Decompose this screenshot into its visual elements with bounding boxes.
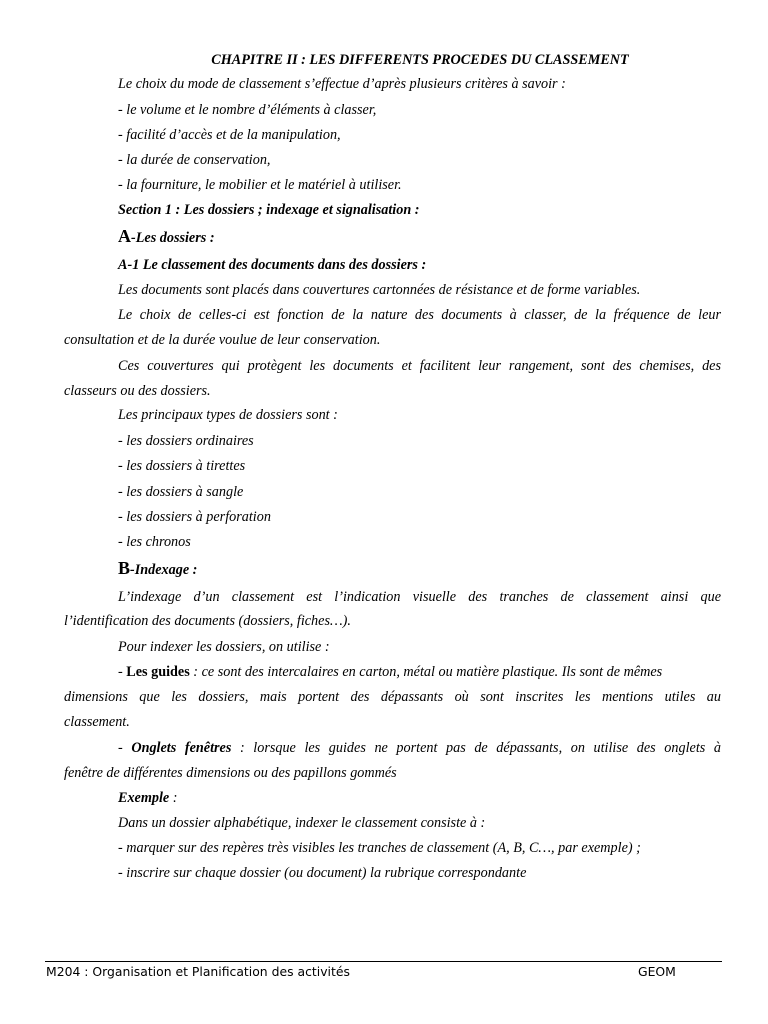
- onglets-term: Onglets fenêtres: [131, 740, 232, 756]
- exemple-colon: :: [169, 790, 178, 806]
- guides-text: : ce sont des intercalaires en carton, métal ou matière plastique. Ils sont de mêmes: [189, 664, 663, 680]
- heading-b: [118, 560, 721, 579]
- heading-a-letter: A: [118, 226, 131, 246]
- guides-line: [118, 664, 721, 681]
- page-title: CHAPITRE II : LES DIFFERENTS PROCEDES DU CLASSEMENT: [211, 52, 629, 68]
- paragraph-line: Le choix de celles-ci est fonction de la nature des documents à classer, de la fréquence de leur: [118, 307, 721, 323]
- footer-left: M204 : Organisation et Planification des activités: [46, 964, 350, 979]
- section-heading: Section 1 : Les dossiers ; indexage et signalisation :: [118, 202, 420, 218]
- criteria-item: - la durée de conservation,: [118, 152, 271, 168]
- exemple-heading: [118, 790, 721, 807]
- list-item: - les dossiers à perforation: [118, 509, 271, 525]
- subheading-a1: A-1 Le classement des documents dans des dossiers :: [118, 257, 427, 273]
- heading-b-letter: B: [118, 558, 131, 578]
- criteria-item: - facilité d’accès et de la manipulation,: [118, 127, 341, 143]
- paragraph: Les documents sont placés dans couvertures cartonnées de résistance et de forme variables.: [118, 282, 641, 298]
- paragraph-line: fenêtre de différentes dimensions ou des papillons gommés: [64, 765, 397, 781]
- list-item: - les dossiers à sangle: [118, 484, 244, 500]
- onglets-text: : lorsque les guides ne portent pas de dépassants, on utilise des onglets à: [231, 740, 721, 756]
- paragraph-line: Ces couvertures qui protègent les documents et facilitent leur rangement, sont des chemises, des: [118, 358, 721, 374]
- paragraph-line: L’indexage d’un classement est l’indication visuelle des tranches de classement ainsi que: [118, 589, 721, 605]
- paragraph-line: consultation et de la durée voulue de leur conservation.: [64, 332, 381, 348]
- heading-b-text: -Indexage :: [130, 562, 198, 578]
- heading-a: [118, 228, 721, 247]
- list-item: - les dossiers ordinaires: [118, 433, 254, 449]
- guides-term: Les guides: [126, 664, 190, 680]
- criteria-item: - la fourniture, le mobilier et le matériel à utiliser.: [118, 177, 402, 193]
- list-item: - inscrire sur chaque dossier (ou document) la rubrique correspondante: [118, 865, 527, 881]
- footer-divider: [45, 961, 722, 962]
- intro-paragraph: Le choix du mode de classement s’effectue d’après plusieurs critères à savoir :: [118, 76, 566, 92]
- list-item: - les dossiers à tirettes: [118, 458, 246, 474]
- onglets-dash: -: [118, 740, 132, 756]
- footer-right: GEOM: [638, 964, 676, 979]
- criteria-item: - le volume et le nombre d’éléments à classer,: [118, 102, 377, 118]
- paragraph-line: classeurs ou des dossiers.: [64, 383, 211, 399]
- paragraph: Dans un dossier alphabétique, indexer le classement consiste à :: [118, 815, 486, 831]
- onglets-line: [118, 740, 721, 757]
- heading-a-text: -Les dossiers :: [131, 230, 215, 246]
- exemple-term: Exemple: [118, 790, 170, 806]
- guides-dash: -: [118, 664, 127, 680]
- list-item: - marquer sur des repères très visibles les tranches de classement (A, B, C…, par exemple) ;: [118, 840, 641, 856]
- paragraph-line: l’identification des documents (dossiers, fiches…).: [64, 613, 351, 629]
- paragraph-line: classement.: [64, 714, 130, 730]
- paragraph-line: dimensions que les dossiers, mais portent des dépassants où sont inscrites les mentions utiles au: [64, 689, 721, 705]
- paragraph: Pour indexer les dossiers, on utilise :: [118, 639, 330, 655]
- paragraph: Les principaux types de dossiers sont :: [118, 407, 338, 423]
- list-item: - les chronos: [118, 534, 191, 550]
